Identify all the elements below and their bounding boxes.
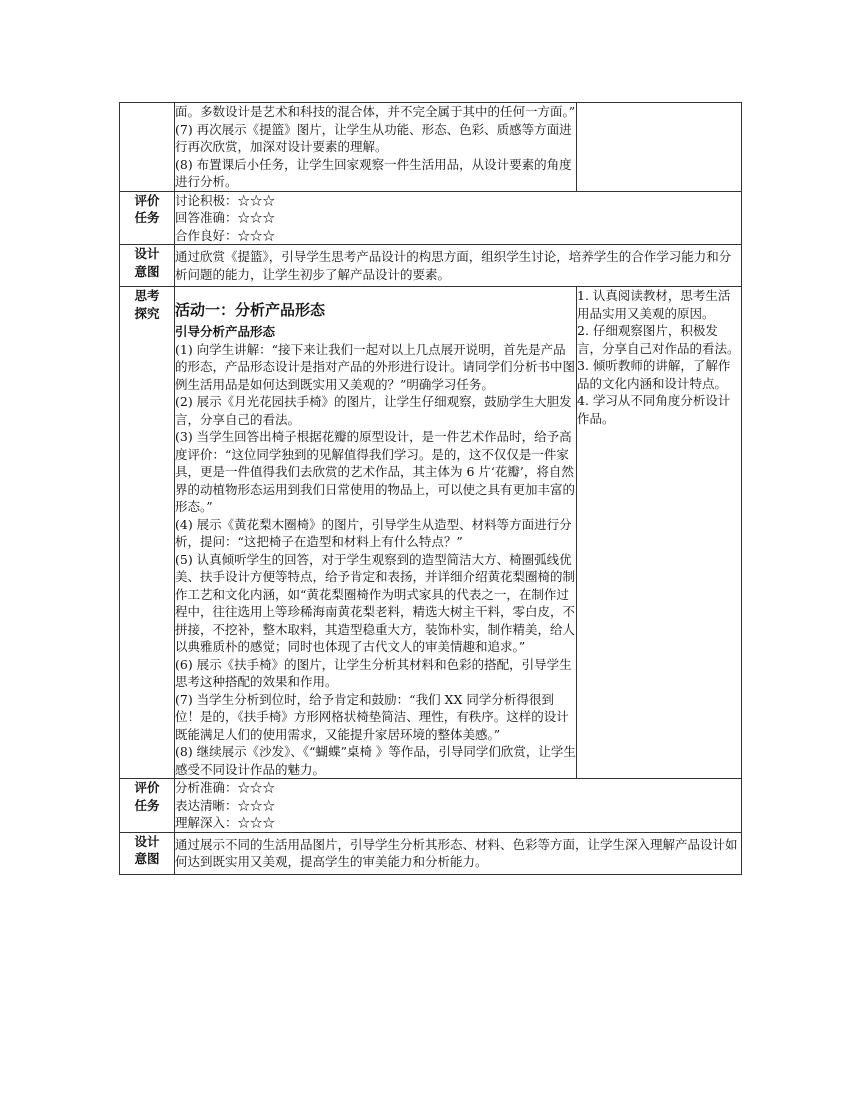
evaluation-row — [120, 779, 742, 833]
teacher-step-text: 面。多数设计是艺术和科技的混合体，并不完全属于其中的任何一方面。” — [175, 104, 576, 119]
design-intent-text: 通过欣赏《提篮》，引导学生思考产品设计的构思方面，组织学生讨论，培养学生的合作学习能力和分析问题的能力，让学生初步了解产品设计的要素。 — [175, 245, 742, 287]
evaluation-label: 评价 任务 — [120, 779, 175, 833]
thinking-inquiry-row — [120, 287, 742, 779]
teacher-activity-cell — [175, 103, 577, 192]
student-activity-cell — [577, 103, 742, 192]
design-intent-label: 设计 意图 — [120, 245, 175, 287]
design-intent-label: 设计 意图 — [120, 832, 175, 874]
student-activity-item: 2. 仔细观察图片，积极发言，分享自己对作品的看法。 — [577, 323, 740, 356]
lesson-plan-table — [119, 102, 742, 875]
teacher-step-text: (5) 认真倾听学生的回答，对于学生观察到的造型简洁大方、椅圈弧线优美、扶手设计方便等特点，给予肯定和表扬，并详细介绍黄花梨圈椅的制作工艺和文化内涵，如“黄花梨圈椅作为明式家具的代表之一，在制作过程中，往往选用上等珍稀海南黄花梨老料，精选大树主干料，零白皮，不拼接，不挖补，整木取料，其造型稳重大方，装饰朴实，制作精美，给人以典雅质朴的感觉；同时也体现了古代文人的审美情趣和追求。” — [175, 551, 576, 654]
evaluation-row — [120, 191, 742, 245]
evaluation-criteria — [175, 191, 742, 245]
teacher-step-text: (3) 当学生回答出椅子根据花瓣的原型设计，是一件艺术作品时，给予高度评价：“这位同学独到的见解值得我们学习。是的，这不仅仅是一件家具，更是一件值得我们去欣赏的艺术作品，其主体为 6 片‘花瓣’，将自然界的动植物形态运用到我们日常使用的物品上，可以使之具有更加丰富的形态。” — [175, 429, 576, 514]
teacher-step-text: (6) 展示《扶手椅》的图片，让学生分析其材料和色彩的搭配，引导学生思考这种搭配的效果和作用。 — [175, 656, 572, 689]
student-activity-item: 1. 认真阅读教材，思考生活用品实用又美观的原因。 — [577, 288, 731, 321]
criterion-item: 合作良好：☆☆☆ — [175, 227, 276, 243]
criterion-item: 回答准确：☆☆☆ — [175, 210, 276, 225]
empty-label-cell — [120, 103, 175, 192]
teacher-step-text: (2) 展示《月光花园扶手椅》的图片，让学生仔细观察，鼓励学生大胆发言，分享自己的看法。 — [175, 394, 572, 427]
teacher-step-text: (7) 当学生分析到位时，给予肯定和鼓励：“我们 XX 同学分析得很到位！是的，《扶手椅》方形网格状椅垫简洁、理性，有秩序。这样的设计既能满足人们的使用需求，又能提升家居环境的整体美感。” — [175, 691, 569, 742]
teacher-step-text: (4) 展示《黄花梨木圈椅》的图片，引导学生从造型、材料等方面进行分析，提问：“这把椅子在造型和材料上有什么特点？” — [175, 516, 572, 549]
design-intent-row — [120, 245, 742, 287]
teacher-step-text: (1) 向学生讲解：“接下来让我们一起对以上几点展开说明，首先是产品的形态，产品形态设计是指对产品的外形进行设计。请同学们分析书中图例生活用品是如何达到既实用又美观的？”明确学习任务。 — [175, 341, 576, 392]
teacher-step-text: (8) 继续展示《沙发》、《“蝴蝶”桌椅 》等作品，引导同学们欣赏，让学生感受不同设计作品的魅力。 — [175, 744, 576, 777]
criterion-item: 理解深入：☆☆☆ — [175, 815, 276, 830]
design-intent-text: 通过展示不同的生活用品图片，引导学生分析其形态、材料、色彩等方面，让学生深入理解产品设计如何达到既实用又美观，提高学生的审美能力和分析能力。 — [175, 832, 742, 874]
activity-title: 活动一：分析产品形态 — [175, 301, 326, 319]
teaching-process-row-continued — [120, 103, 742, 192]
activity-subtitle: 引导分析产品形态 — [175, 324, 276, 339]
teacher-activity-cell — [175, 287, 577, 779]
design-intent-row — [120, 832, 742, 874]
teacher-step-text: (8) 布置课后小任务，让学生回家观察一件生活用品，从设计要素的角度进行分析。 — [175, 156, 572, 189]
student-activity-item: 3. 倾听教师的讲解，了解作品的文化内涵和设计特点。 — [577, 358, 731, 391]
criterion-item: 表达清晰：☆☆☆ — [175, 797, 276, 813]
criterion-item: 讨论积极：☆☆☆ — [175, 192, 276, 208]
student-activity-cell — [577, 287, 742, 779]
criterion-item: 分析准确：☆☆☆ — [175, 780, 276, 795]
thinking-inquiry-label: 思考 探究 — [120, 287, 175, 779]
evaluation-label: 评价 任务 — [120, 191, 175, 245]
evaluation-criteria — [175, 779, 742, 833]
student-activity-item: 4. 学习从不同角度分析设计作品。 — [577, 393, 731, 426]
teacher-step-text: (7) 再次展示《提篮》图片，让学生从功能、形态、色彩、质感等方面进行再次欣赏，加深对设计要素的理解。 — [175, 121, 572, 154]
